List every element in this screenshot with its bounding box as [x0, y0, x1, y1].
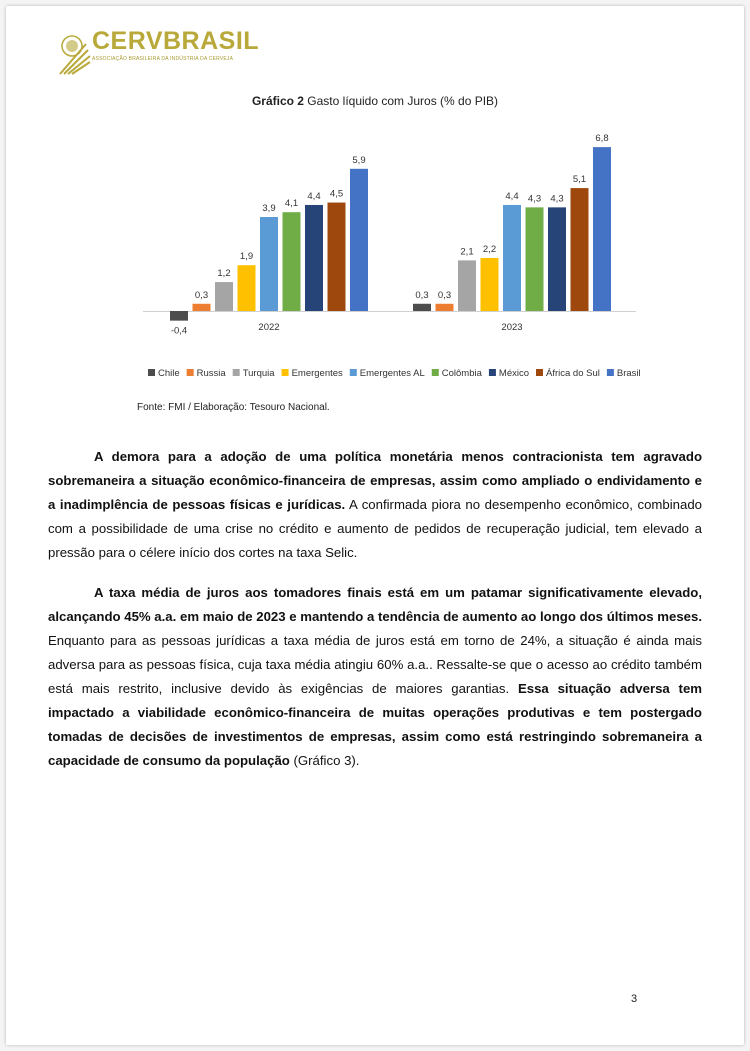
- data-label: 2,2: [482, 243, 497, 255]
- data-label: 0,3: [437, 289, 452, 301]
- legend-swatch: [536, 369, 543, 376]
- bar-chart: [0, 0, 750, 400]
- data-label: 3,9: [262, 203, 276, 215]
- data-label: 0,3: [415, 289, 429, 301]
- category-label: 2022: [258, 322, 280, 333]
- legend-swatch: [350, 369, 357, 376]
- bar-méxico-2022: [305, 205, 323, 311]
- legend-swatch: [489, 369, 496, 376]
- bar-chile-2023: [413, 304, 431, 311]
- legend-label: África do Sul: [546, 368, 600, 379]
- data-label: 4,4: [307, 190, 321, 202]
- paragraph-2-bold: A taxa média de juros aos tomadores finais está em um patamar significativamente elevado, alcançando 45% a.a. em maio de 2023 e mantendo a tendência de aumento ao longo dos últimos meses.: [48, 585, 702, 624]
- bar-russia-2023: [436, 304, 454, 311]
- data-label: 4,1: [284, 198, 299, 210]
- data-label: 5,1: [572, 174, 587, 186]
- bar-emergentes-al-2022: [260, 217, 278, 311]
- paragraph-1-bold: A demora para a adoção de uma política monetária menos contracionista tem agravado sobremaneira a situação econômico-financeira de empresas, assim como ampliado o endividamento e a inadimplência de pessoas físicas e jurídicas.: [48, 449, 702, 512]
- legend-label: Chile: [158, 368, 180, 379]
- bar-emergentes-al-2023: [503, 205, 521, 311]
- legend-swatch: [148, 369, 155, 376]
- legend-swatch: [432, 369, 439, 376]
- data-label: 6,8: [595, 133, 609, 145]
- bar-brasil-2023: [593, 147, 611, 311]
- logo-subtitle: ASSOCIAÇÃO BRASILEIRA DA INDÚSTRIA DA CERVEJA: [92, 56, 234, 62]
- bar-brasil-2022: [350, 169, 368, 311]
- bar-chile-2022: [170, 311, 188, 321]
- paragraph-1-text: A confirmada piora no desempenho econômico, combinado com a possibilidade de uma crise no crédito e aumento de pedidos de recuperação judicial, tem elevado a pressão para o célere início dos cortes na taxa Selic.: [48, 497, 703, 560]
- data-label: 4,3: [550, 193, 564, 205]
- data-label: 4,3: [527, 193, 542, 205]
- chart-title-number: Gráfico 2: [251, 94, 304, 108]
- paragraph-2: [48, 581, 702, 773]
- legend-swatch: [233, 369, 240, 376]
- data-label: 0,3: [194, 289, 209, 301]
- bar-russia-2022: [193, 304, 211, 311]
- paragraph-2-text-2: (Gráfico 3).: [289, 753, 360, 768]
- data-label: 5,9: [352, 154, 366, 166]
- bar-colômbia-2022: [283, 212, 301, 311]
- data-label: 4,5: [329, 188, 344, 200]
- legend-label: Colômbia: [441, 368, 482, 379]
- chart-title-text: Gasto líquido com Juros (% do PIB): [303, 94, 499, 108]
- legend-label: Russia: [196, 368, 226, 379]
- data-label: 1,2: [217, 268, 231, 280]
- logo-wordmark: CERVBRASIL: [92, 27, 260, 55]
- legend-swatch: [282, 369, 289, 376]
- page-number: 3: [631, 993, 638, 1005]
- data-label: 4,4: [505, 190, 519, 202]
- bar-áfrica-do-sul-2022: [328, 203, 346, 311]
- bar-méxico-2023: [548, 207, 566, 311]
- bar-emergentes-2022: [238, 265, 256, 311]
- bar-áfrica-do-sul-2023: [571, 188, 589, 311]
- legend-swatch: [607, 369, 614, 376]
- data-label: -0,4: [170, 325, 188, 337]
- legend-label: Emergentes: [291, 368, 343, 379]
- bar-emergentes-2023: [481, 258, 499, 311]
- bar-turquia-2023: [458, 260, 476, 311]
- paragraph-2-text: Enquanto para as pessoas jurídicas a taxa média de juros está em torno de 24%, a situação é ainda mais adversa para as pessoas física, cuja taxa média atingiu 60% a.a.. Ressalte-se que o acesso ao crédito também está mais restrito, inclusive devido às exigências de maiores garantias.: [48, 633, 702, 696]
- category-label: 2023: [501, 322, 523, 333]
- legend-label: Emergentes AL: [359, 368, 425, 379]
- paragraph-1: [48, 445, 702, 565]
- legend-swatch: [187, 369, 194, 376]
- legend-label: Turquia: [242, 368, 275, 379]
- legend-label: Brasil: [616, 368, 641, 379]
- bar-turquia-2022: [215, 282, 233, 311]
- paragraph-2-bold-2: Essa situação adversa tem impactado a viabilidade econômico-financeira de muitas operações produtivas e tem postergado tomadas de decisões de investimentos de empresas, assim como está restringindo sobremaneira a capacidade de consumo da população: [48, 681, 702, 768]
- data-label: 2,1: [460, 246, 474, 258]
- chart-source: Fonte: FMI / Elaboração: Tesouro Nacional.: [137, 402, 330, 413]
- bar-colômbia-2023: [526, 207, 544, 311]
- data-label: 1,9: [239, 251, 254, 263]
- legend-label: México: [498, 368, 529, 379]
